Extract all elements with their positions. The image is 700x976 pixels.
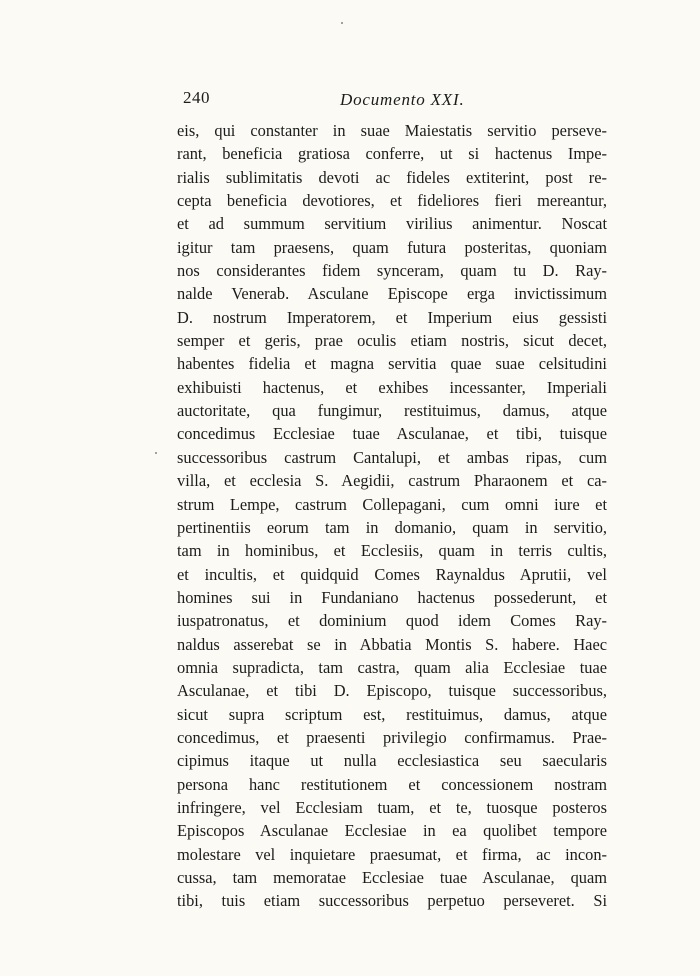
text-line: auctoritate, qua fungimur, restituimus, damus, atque [177, 401, 607, 421]
text-line: tam in hominibus, et Ecclesiis, quam in terris cultis, [177, 541, 607, 561]
text-line: et ad summum servitium virilius animentur. Noscat [177, 214, 607, 234]
text-line: persona hanc restitutionem et concessionem nostram [177, 774, 607, 794]
text-line: eis, qui constanter in suae Maiestatis servitio perseve- [177, 121, 607, 140]
text-line: concedimus Ecclesiae tuae Asculanae, et tibi, tuisque [177, 424, 607, 444]
text-line: molestare vel inquietare praesumat, et firma, ac incon- [177, 844, 607, 864]
text-line: villa, et ecclesia S. Aegidii, castrum Pharaonem et ca- [177, 471, 607, 491]
paper-speck [341, 22, 343, 24]
text-line: successoribus castrum Cantalupi, et ambas ripas, cum [177, 447, 607, 467]
running-title: Documento XXI. [340, 90, 465, 109]
text-line: homines sui in Fundaniano hactenus possederunt, et [177, 587, 607, 607]
text-line: tibi, tuis etiam successoribus perpetuo perseveret. Si [177, 891, 607, 911]
text-line: nalde Venerab. Asculane Episcope erga invictissimum [177, 284, 607, 304]
text-line: igitur tam praesens, quam futura posteritas, quoniam [177, 237, 607, 257]
text-line: rant, beneficia gratiosa conferre, ut si hactenus Impe- [177, 144, 607, 164]
text-line: naldus asserebat se in Abbatia Montis S. habere. Haec [177, 634, 607, 654]
text-line: iuspatronatus, et dominium quod idem Comes Ray- [177, 611, 607, 631]
text-line: cussa, tam memoratae Ecclesiae tuae Asculanae, quam [177, 868, 607, 887]
text-line: rialis sublimitatis devoti ac fideles extiterint, post re- [177, 167, 607, 187]
text-line: Asculanae, et tibi D. Episcopo, tuisque successoribus, [177, 681, 607, 701]
text-line: concedimus, et praesenti privilegio confirmamus. Prae- [177, 727, 607, 747]
text-line: infringere, vel Ecclesiam tuam, et te, tuosque posteros [177, 797, 607, 817]
text-line: Episcopos Asculanae Ecclesiae in ea quolibet tempore [177, 821, 607, 841]
text-line: habentes fidelia et magna servitia quae suae celsitudini [177, 354, 607, 374]
page-number: 240 [183, 88, 210, 107]
text-line: sicut supra scriptum est, restituimus, damus, atque [177, 704, 607, 724]
text-line: D. nostrum Imperatorem, et Imperium eius gessisti [177, 307, 607, 327]
text-line: et incultis, et quidquid Comes Raynaldus Aprutii, vel [177, 564, 607, 584]
text-line: nos considerantes fidem synceram, quam tu D. Ray- [177, 261, 607, 281]
text-line: exhibuisti hactenus, et exhibes incessanter, Imperiali [177, 377, 607, 397]
text-line: semper et geris, prae oculis etiam nostris, sicut decet, [177, 331, 607, 351]
body-text [177, 119, 607, 913]
text-line: omnia supradicta, tam castra, quam alia Ecclesiae tuae [177, 657, 607, 677]
text-line: strum Lempe, castrum Collepagani, cum omni iure et [177, 494, 607, 514]
text-line: cipimus itaque ut nulla ecclesiastica seu saecularis [177, 751, 607, 771]
text-line: cepta beneficia devotiores, et fideliores fieri mereantur, [177, 191, 607, 211]
paper-speck [155, 452, 157, 454]
text-line: pertinentiis eorum tam in domanio, quam in servitio, [177, 517, 607, 537]
